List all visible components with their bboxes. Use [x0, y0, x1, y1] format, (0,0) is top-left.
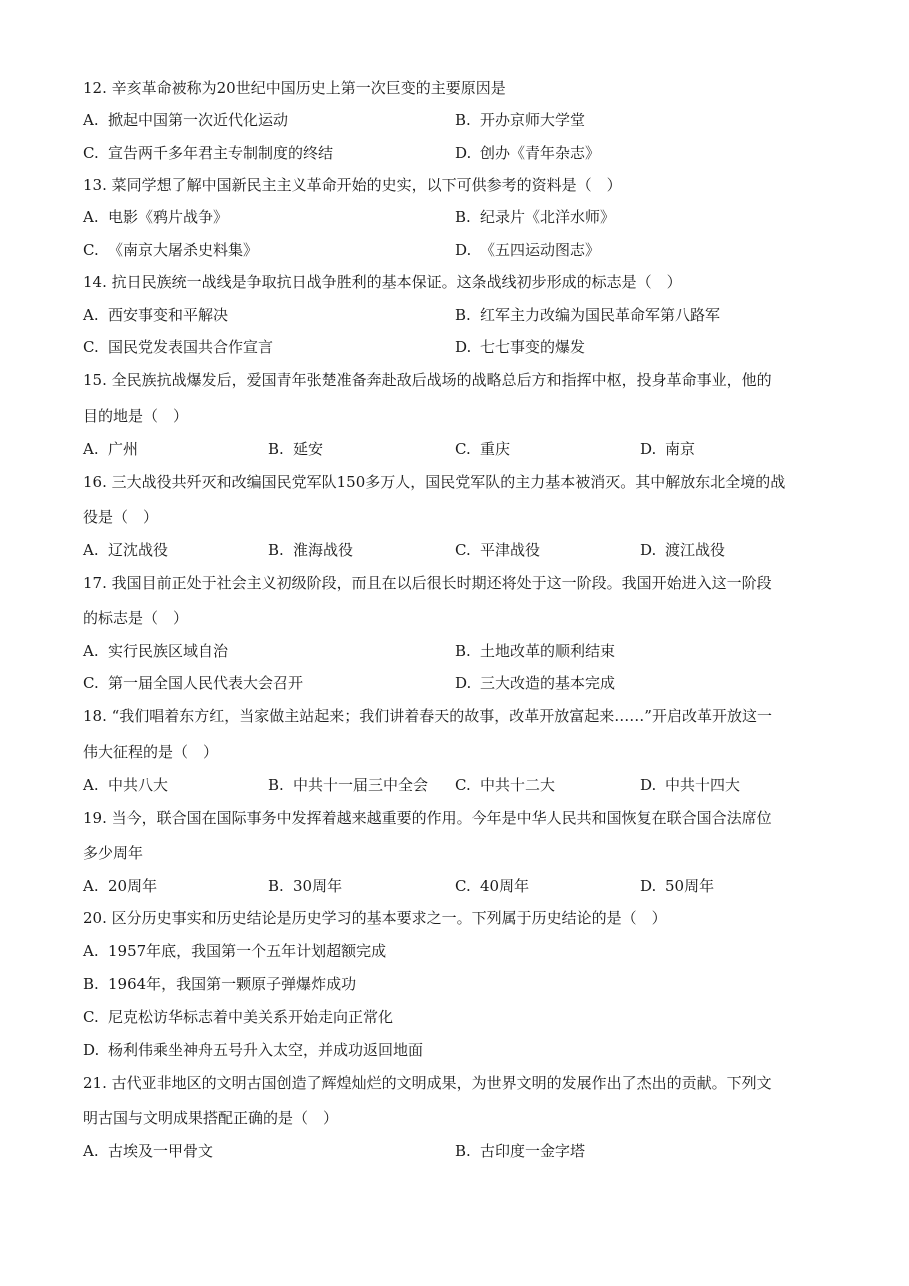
question-19-stem-cont: 多少周年 — [83, 844, 144, 862]
option-text: 渡江战役 — [665, 541, 726, 559]
q12-option-a — [83, 110, 288, 130]
option-letter: C. — [83, 144, 99, 162]
option-letter: D. — [455, 338, 472, 356]
option-text: 电影《鸦片战争》 — [108, 208, 229, 226]
q12-option-c — [83, 143, 333, 163]
q19-option-d — [640, 876, 714, 896]
option-text: 纪录片《北洋水师》 — [480, 208, 616, 226]
option-text: 重庆 — [480, 440, 511, 458]
q13-option-a — [83, 207, 228, 227]
question-18-stem: 18. “我们唱着东方红，当家做主站起来；我们讲着春天的故事，改革开放富起来……”开启改革开放这一 — [83, 707, 772, 725]
option-letter: A. — [83, 440, 99, 458]
option-text: 土地改革的顺利结束 — [480, 642, 616, 660]
option-letter: D. — [640, 776, 657, 794]
option-text: 西安事变和平解决 — [108, 306, 229, 324]
option-text: 掀起中国第一次近代化运动 — [108, 111, 289, 129]
question-13-stem: 13. 菜同学想了解中国新民主主义革命开始的史实，以下可供参考的资料是（ ） — [83, 176, 622, 194]
option-text: 20周年 — [108, 877, 158, 895]
option-letter: D. — [83, 1041, 100, 1059]
option-letter: A. — [83, 776, 99, 794]
option-text: 南京 — [665, 440, 696, 458]
option-letter: B. — [268, 541, 284, 559]
option-text: 红军主力改编为国民革命军第八路军 — [480, 306, 721, 324]
option-letter: B. — [83, 975, 99, 993]
option-text: 创办《青年杂志》 — [480, 144, 601, 162]
q16-option-d — [640, 540, 725, 560]
option-letter: A. — [83, 877, 99, 895]
q17-option-b — [455, 641, 615, 661]
option-text: 中共十一届三中全会 — [293, 776, 429, 794]
option-letter: A. — [83, 642, 99, 660]
q18-option-a — [83, 775, 168, 795]
option-letter: C. — [455, 440, 471, 458]
option-letter: D. — [640, 440, 657, 458]
q12-option-d — [455, 143, 600, 163]
option-text: 七七事变的爆发 — [480, 338, 586, 356]
q15-option-b — [268, 439, 323, 459]
q17-option-a — [83, 641, 228, 661]
question-17-stem: 17. 我国目前正处于社会主义初级阶段，而且在以后很长时期还将处于这一阶段。我国开始进入这一阶段 — [83, 574, 772, 592]
question-20-stem: 20. 区分历史事实和历史结论是历史学习的基本要求之一。下列属于历史结论的是（ ） — [83, 909, 667, 927]
q14-option-d — [455, 337, 585, 357]
option-letter: A. — [83, 541, 99, 559]
q20-option-d — [83, 1040, 423, 1060]
q19-option-b — [268, 876, 342, 896]
option-text: 古印度一金字塔 — [480, 1142, 586, 1160]
option-letter: B. — [268, 877, 284, 895]
option-text: 30周年 — [293, 877, 343, 895]
question-17-stem-cont: 的标志是（ ） — [83, 609, 189, 627]
option-text: 中共八大 — [108, 776, 169, 794]
q14-option-c — [83, 337, 273, 357]
q20-option-b — [83, 974, 356, 994]
option-letter: B. — [455, 1142, 471, 1160]
option-text: 宣告两千多年君主专制制度的终结 — [108, 144, 334, 162]
option-letter: B. — [268, 440, 284, 458]
option-letter: A. — [83, 1142, 99, 1160]
option-text: 三大改造的基本完成 — [480, 674, 616, 692]
question-16-stem-cont: 役是（ ） — [83, 508, 159, 526]
option-text: 实行民族区域自治 — [108, 642, 229, 660]
option-letter: B. — [455, 208, 471, 226]
option-text: 广州 — [108, 440, 139, 458]
option-letter: C. — [83, 1008, 99, 1026]
option-letter: B. — [455, 642, 471, 660]
question-15-stem: 15. 全民族抗战爆发后，爱国青年张楚准备奔赴敌后战场的战略总后方和指挥中枢，投身革命事业，他的 — [83, 371, 772, 389]
q17-option-d — [455, 673, 615, 693]
q14-option-b — [455, 305, 720, 325]
option-text: 中共十二大 — [480, 776, 556, 794]
option-letter: C. — [83, 338, 99, 356]
option-text: 国民党发表国共合作宣言 — [108, 338, 274, 356]
option-letter: D. — [455, 241, 472, 259]
option-letter: B. — [455, 306, 471, 324]
option-letter: C. — [83, 674, 99, 692]
question-19-stem: 19. 当今，联合国在国际事务中发挥着越来越重要的作用。今年是中华人民共和国恢复在联合国合法席位 — [83, 809, 772, 827]
option-text: 《五四运动图志》 — [480, 241, 601, 259]
q19-option-c — [455, 876, 529, 896]
option-text: 开办京师大学堂 — [480, 111, 586, 129]
option-text: 杨利伟乘坐神舟五号升入太空，并成功返回地面 — [108, 1041, 424, 1059]
option-letter: A. — [83, 942, 99, 960]
option-text: 辽沈战役 — [108, 541, 169, 559]
option-letter: A. — [83, 111, 99, 129]
q21-option-a — [83, 1141, 213, 1161]
q16-option-c — [455, 540, 540, 560]
q20-option-a — [83, 941, 386, 961]
option-text: 淮海战役 — [293, 541, 354, 559]
q14-option-a — [83, 305, 228, 325]
q21-option-b — [455, 1141, 585, 1161]
q12-option-b — [455, 110, 585, 130]
q18-option-c — [455, 775, 555, 795]
question-21-stem: 21. 古代亚非地区的文明古国创造了辉煌灿烂的文明成果，为世界文明的发展作出了杰出的贡献。下列文 — [83, 1074, 772, 1092]
option-letter: C. — [83, 241, 99, 259]
question-12-stem: 12. 辛亥革命被称为20世纪中国历史上第一次巨变的主要原因是 — [83, 79, 506, 97]
option-letter: C. — [455, 776, 471, 794]
q19-option-a — [83, 876, 157, 896]
q15-option-c — [455, 439, 510, 459]
q16-option-a — [83, 540, 168, 560]
option-text: 尼克松访华标志着中美关系开始走向正常化 — [108, 1008, 394, 1026]
q18-option-d — [640, 775, 740, 795]
option-text: 第一届全国人民代表大会召开 — [108, 674, 304, 692]
q18-option-b — [268, 775, 428, 795]
option-letter: D. — [640, 541, 657, 559]
option-text: 《南京大屠杀史料集》 — [108, 241, 259, 259]
option-text: 40周年 — [480, 877, 530, 895]
option-text: 中共十四大 — [665, 776, 741, 794]
q16-option-b — [268, 540, 353, 560]
option-text: 1957年底，我国第一个五年计划超额完成 — [108, 942, 387, 960]
option-letter: B. — [455, 111, 471, 129]
question-15-stem-cont: 目的地是（ ） — [83, 407, 189, 425]
option-letter: A. — [83, 208, 99, 226]
option-text: 延安 — [293, 440, 324, 458]
option-letter: D. — [455, 674, 472, 692]
option-text: 50周年 — [665, 877, 715, 895]
option-letter: B. — [268, 776, 284, 794]
option-letter: D. — [455, 144, 472, 162]
option-letter: D. — [640, 877, 657, 895]
q20-option-c — [83, 1007, 393, 1027]
option-text: 古埃及一甲骨文 — [108, 1142, 214, 1160]
option-text: 1964年，我国第一颗原子弹爆炸成功 — [108, 975, 357, 993]
q13-option-c — [83, 240, 258, 260]
question-14-stem: 14. 抗日民族统一战线是争取抗日战争胜利的基本保证。这条战线初步形成的标志是（ ） — [83, 273, 682, 291]
question-18-stem-cont: 伟大征程的是（ ） — [83, 743, 219, 761]
q15-option-a — [83, 439, 138, 459]
question-16-stem: 16. 三大战役共歼灭和改编国民党军队150多万人，国民党军队的主力基本被消灭。其中解放东北全境的战 — [83, 473, 786, 491]
question-21-stem-cont: 明古国与文明成果搭配正确的是（ ） — [83, 1109, 339, 1127]
q13-option-d — [455, 240, 600, 260]
q17-option-c — [83, 673, 303, 693]
option-text: 平津战役 — [480, 541, 541, 559]
q13-option-b — [455, 207, 615, 227]
option-letter: A. — [83, 306, 99, 324]
q15-option-d — [640, 439, 695, 459]
option-letter: C. — [455, 877, 471, 895]
option-letter: C. — [455, 541, 471, 559]
